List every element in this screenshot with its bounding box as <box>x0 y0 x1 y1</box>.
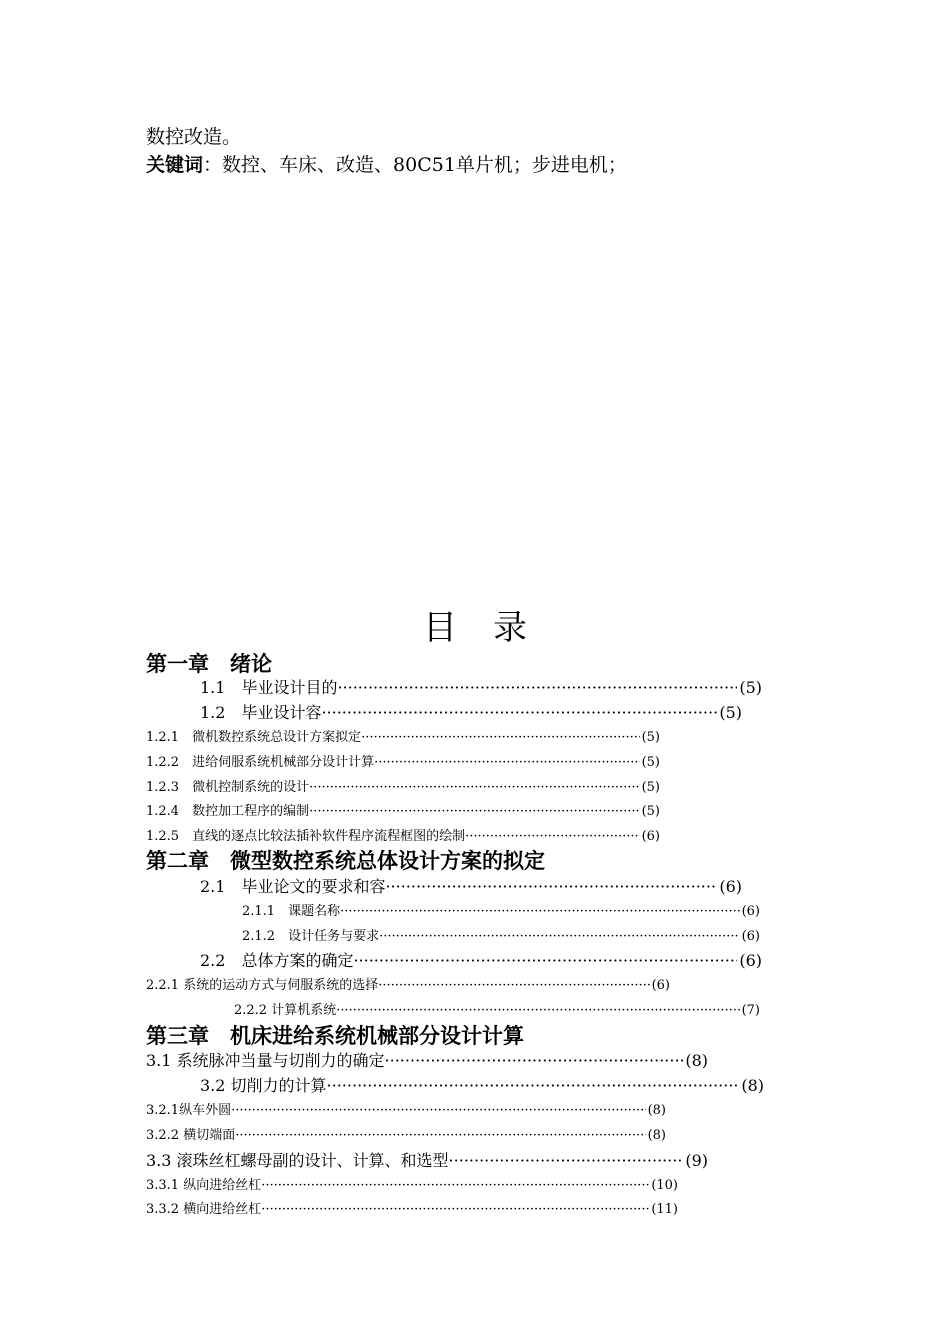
toc-page: (5) <box>739 678 762 697</box>
toc-entry-text: 3.2 切削力的计算 <box>200 1076 327 1095</box>
toc-entry-text: 3.3 滚珠丝杠螺母副的设计、计算、和选型 <box>146 1151 449 1170</box>
toc-entry-text: 2.1.1 课题名称 <box>242 904 341 919</box>
toc-entry <box>146 776 660 795</box>
toc-entry <box>146 1099 666 1118</box>
toc-leader <box>379 929 740 944</box>
toc-entry-text: 2.1 毕业论文的要求和容 <box>200 877 386 896</box>
toc-page: (9) <box>685 1151 708 1170</box>
toc-page: (8) <box>647 1128 666 1143</box>
toc-leader <box>261 1178 649 1193</box>
toc-entry-text: 1.2 毕业设计容 <box>200 703 322 722</box>
toc-page: (6) <box>741 929 760 944</box>
toc-entry-text: 3.1 系统脉冲当量与切削力的确定 <box>146 1051 385 1070</box>
toc-chapter-3: 第三章 机床进给系统机械部分设计计算 <box>146 1023 524 1048</box>
toc-entry <box>242 900 760 919</box>
toc-page: (5) <box>719 703 742 722</box>
toc-leader <box>235 1128 645 1143</box>
toc-entry <box>146 825 660 844</box>
toc-page: (8) <box>741 1076 764 1095</box>
toc-leader <box>449 1151 684 1170</box>
toc-entry-text: 2.2.1 系统的运动方式与伺服系统的选择 <box>146 978 379 993</box>
toc-entry-text: 3.3.1 纵向进给丝杠 <box>146 1178 262 1193</box>
keywords-label: 关键词 <box>146 154 204 176</box>
toc-entry-text: 3.2.1纵车外圆 <box>146 1103 232 1118</box>
toc-entry <box>242 925 760 944</box>
abstract-tail: 数控改造。 <box>146 126 242 148</box>
toc-entry <box>200 874 742 897</box>
toc-leader <box>385 1051 684 1070</box>
toc-page: (5) <box>641 804 660 819</box>
toc-entry <box>146 800 660 819</box>
toc-leader <box>309 780 640 795</box>
toc-entry-text: 2.2.2 计算机系统 <box>234 1003 337 1018</box>
toc-entry <box>200 700 742 723</box>
toc-leader <box>378 978 649 993</box>
toc-leader <box>340 904 740 919</box>
keywords-text: ：数控、车床、改造、80C51单片机；步进电机； <box>203 154 627 176</box>
toc-entry-text: 3.3.2 横向进给丝杠 <box>146 1202 262 1217</box>
toc-entry <box>200 948 762 971</box>
toc-leader <box>374 755 640 770</box>
toc-entry <box>146 1048 708 1071</box>
toc-page: (6) <box>741 904 760 919</box>
toc-leader <box>309 804 640 819</box>
toc-entry <box>234 999 760 1018</box>
toc-leader <box>337 678 737 697</box>
toc-page: (11) <box>651 1202 678 1217</box>
toc-leader <box>321 703 717 722</box>
toc-entry-text: 1.2.3 微机控制系统的设计 <box>146 780 310 795</box>
toc-entry <box>146 1124 666 1143</box>
toc-entry <box>200 675 762 698</box>
toc-leader <box>336 1003 739 1018</box>
toc-entry <box>200 1073 764 1096</box>
toc-leader <box>353 951 737 970</box>
toc-entry-text: 1.2.1 微机数控系统总设计方案拟定 <box>146 730 362 745</box>
toc-leader <box>385 877 717 896</box>
toc-page: (8) <box>685 1051 708 1070</box>
toc-entry-text: 2.1.2 设计任务与要求 <box>242 929 380 944</box>
toc-page: (5) <box>641 755 660 770</box>
toc-page: (5) <box>641 780 660 795</box>
toc-leader <box>231 1103 646 1118</box>
toc-entry-text: 3.2.2 横切端面 <box>146 1128 236 1143</box>
toc-chapter-2: 第二章 微型数控系统总体设计方案的拟定 <box>146 848 545 873</box>
toc-page: (6) <box>739 951 762 970</box>
toc-chapter-1: 第一章 绪论 <box>146 651 272 676</box>
toc-page: (6) <box>651 978 670 993</box>
toc-page: (5) <box>641 730 660 745</box>
toc-page: (7) <box>741 1003 760 1018</box>
toc-leader <box>261 1202 649 1217</box>
toc-leader <box>465 829 640 844</box>
keywords-line <box>146 150 627 177</box>
toc-title: 目录 <box>423 608 563 648</box>
toc-entry-text: 1.1 毕业设计目的 <box>200 678 338 697</box>
toc-leader <box>361 730 640 745</box>
toc-entry-text: 1.2.4 数控加工程序的编制 <box>146 804 310 819</box>
toc-entry-text: 1.2.2 进给伺服系统机械部分设计计算 <box>146 755 375 770</box>
toc-entry <box>146 1174 678 1193</box>
toc-entry <box>146 1148 708 1171</box>
toc-entry <box>146 751 660 770</box>
toc-page: (6) <box>641 829 660 844</box>
toc-entry-text: 2.2 总体方案的确定 <box>200 951 354 970</box>
toc-page: (6) <box>719 877 742 896</box>
toc-entry <box>146 974 670 993</box>
toc-page: (8) <box>647 1103 666 1118</box>
toc-page: (10) <box>651 1178 678 1193</box>
toc-entry-text: 1.2.5 直线的逐点比较法插补软件程序流程框图的绘制 <box>146 829 466 844</box>
toc-leader <box>327 1076 740 1095</box>
toc-entry <box>146 726 660 745</box>
toc-entry <box>146 1198 678 1217</box>
